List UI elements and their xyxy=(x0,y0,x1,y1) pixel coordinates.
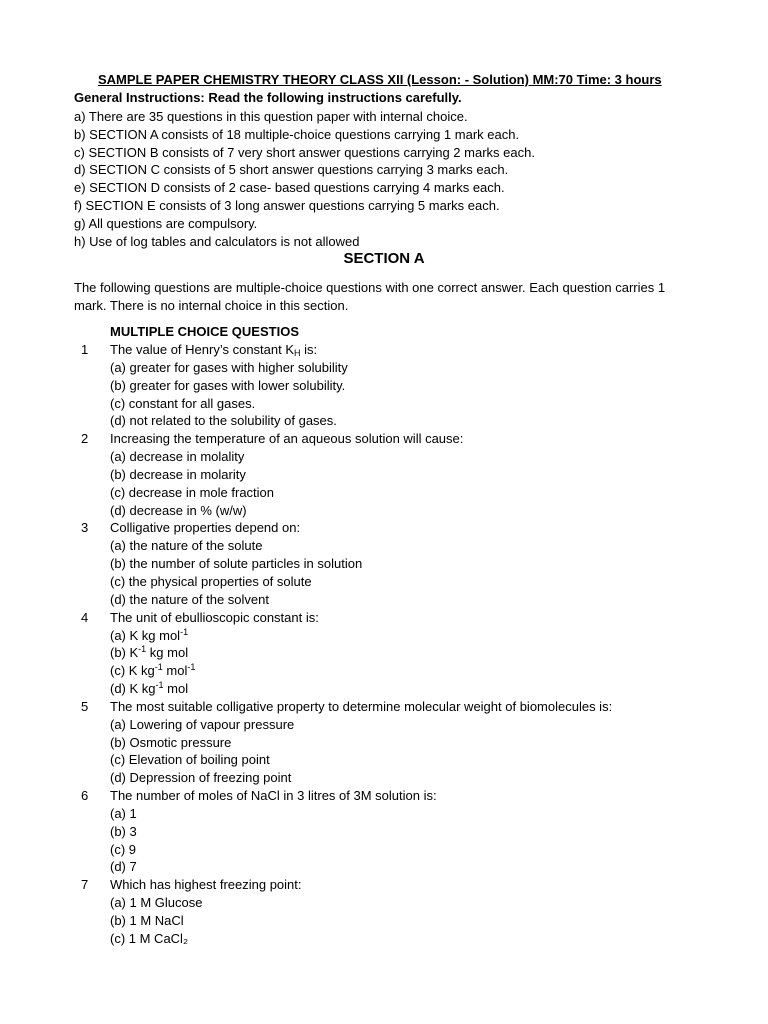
question-row xyxy=(0,341,768,359)
question-7 xyxy=(0,876,768,947)
text-segment: (b) 3 xyxy=(110,823,137,839)
question-number: 2 xyxy=(81,431,89,447)
text-segment: kg mol xyxy=(146,645,189,661)
answer-option xyxy=(110,823,137,841)
answer-option xyxy=(110,466,246,484)
instruction-item: d) SECTION C consists of 5 short answer questions carrying 3 marks each. xyxy=(74,162,509,178)
text-segment: (d) decrease in % (w/w) xyxy=(110,502,247,518)
text-segment: -1 xyxy=(154,662,163,673)
option-row xyxy=(0,769,768,787)
option-row xyxy=(0,573,768,591)
text-segment: (b) greater for gases with lower solubility. xyxy=(110,377,346,393)
question-4 xyxy=(0,609,768,698)
text-segment: (a) greater for gases with higher solubility xyxy=(110,359,348,375)
question-row xyxy=(0,698,768,716)
answer-option xyxy=(110,930,188,948)
answer-option xyxy=(110,858,137,876)
text-segment: (b) the number of solute particles in solution xyxy=(110,556,363,572)
paper-title: SAMPLE PAPER CHEMISTRY THEORY CLASS XII (Lesson: - Solution) MM:70 Time: 3 hours xyxy=(98,72,662,87)
answer-option xyxy=(110,751,270,769)
question-text xyxy=(110,430,463,448)
answer-option xyxy=(110,573,312,591)
instruction-item: f) SECTION E consists of 3 long answer questions carrying 5 marks each. xyxy=(74,197,500,213)
answer-option xyxy=(110,644,188,662)
text-segment: (b) Osmotic pressure xyxy=(110,734,232,750)
text-segment: (c) the physical properties of solute xyxy=(110,573,312,589)
answer-option xyxy=(110,555,362,573)
instruction-item: c) SECTION B consists of 7 very short answer questions carrying 2 marks each. xyxy=(74,144,535,160)
instruction-item: e) SECTION D consists of 2 case- based questions carrying 4 marks each. xyxy=(74,180,505,196)
option-row xyxy=(0,841,768,859)
question-row xyxy=(0,876,768,894)
question-text xyxy=(110,876,302,894)
text-segment: (a) 1 M Glucose xyxy=(110,895,203,911)
question-5 xyxy=(0,698,768,787)
text-segment: The unit of ebullioscopic constant is: xyxy=(110,609,319,625)
text-segment: mol xyxy=(162,663,188,679)
option-row xyxy=(0,858,768,876)
text-segment: mol xyxy=(163,681,189,697)
option-row xyxy=(0,734,768,752)
answer-option xyxy=(110,680,188,698)
option-row xyxy=(0,805,768,823)
general-instructions-heading: General Instructions: Read the following instructions carefully. xyxy=(74,90,462,105)
text-segment: H xyxy=(294,348,301,358)
text-segment: (d) 7 xyxy=(110,859,137,875)
question-number: 6 xyxy=(81,788,89,804)
text-segment: -1 xyxy=(187,662,196,673)
text-segment: (c) decrease in mole fraction xyxy=(110,484,275,500)
answer-option xyxy=(110,912,184,930)
mcq-heading: MULTIPLE CHOICE QUESTIOS xyxy=(110,324,299,339)
text-segment: -1 xyxy=(155,680,164,691)
option-row xyxy=(0,395,768,413)
section-intro: The following questions are multiple-choice questions with one correct answer. Each question carries 1 mark. There is no internal choice in this section. xyxy=(74,280,666,313)
text-segment: (c) 9 xyxy=(110,841,136,857)
text-segment: (b) K xyxy=(110,645,139,661)
question-row xyxy=(0,787,768,805)
text-segment: -1 xyxy=(180,626,189,637)
instructions-list xyxy=(74,108,535,250)
question-list xyxy=(0,341,768,948)
answer-option xyxy=(110,769,291,787)
question-text xyxy=(110,609,319,627)
question-2 xyxy=(0,430,768,519)
option-row xyxy=(0,412,768,430)
text-segment: (b) decrease in molarity xyxy=(110,466,246,482)
answer-option xyxy=(110,502,247,520)
answer-option xyxy=(110,484,274,502)
option-row xyxy=(0,930,768,948)
option-row xyxy=(0,644,768,662)
instruction-item: g) All questions are compulsory. xyxy=(74,215,258,231)
text-segment: (c) 1 M CaCl₂ xyxy=(110,930,188,946)
text-segment: The most suitable colligative property to determine molecular weight of biomolecules is: xyxy=(110,698,613,714)
option-row xyxy=(0,359,768,377)
text-segment: (c) Elevation of boiling point xyxy=(110,752,270,768)
question-6 xyxy=(0,787,768,876)
answer-option xyxy=(110,894,202,912)
question-text xyxy=(110,698,612,716)
text-segment: The value of Henry’s constant K xyxy=(110,342,295,357)
text-segment: -1 xyxy=(138,644,147,655)
answer-option xyxy=(110,359,348,377)
text-segment: (b) 1 M NaCl xyxy=(110,913,184,928)
question-1 xyxy=(0,341,768,430)
answer-option xyxy=(110,627,188,645)
answer-option xyxy=(110,734,231,752)
option-row xyxy=(0,823,768,841)
question-text xyxy=(110,519,300,537)
question-number: 5 xyxy=(81,698,89,714)
text-segment: (c) K kg xyxy=(110,663,155,679)
text-segment: (d) Depression of freezing point xyxy=(110,770,292,786)
text-segment: (a) the nature of the solute xyxy=(110,538,263,554)
question-number: 3 xyxy=(81,520,89,536)
question-number: 7 xyxy=(81,877,89,893)
text-segment: Colligative properties depend on: xyxy=(110,520,301,536)
text-segment: (a) Lowering of vapour pressure xyxy=(110,716,295,732)
option-row xyxy=(0,680,768,698)
text-segment: (d) not related to the solubility of gases. xyxy=(110,413,337,429)
text-segment: is: xyxy=(300,342,318,357)
question-row xyxy=(0,609,768,627)
answer-option xyxy=(110,448,244,466)
option-row xyxy=(0,377,768,395)
answer-option xyxy=(110,591,269,609)
option-row xyxy=(0,537,768,555)
answer-option xyxy=(110,537,262,555)
answer-option xyxy=(110,412,337,430)
question-number: 4 xyxy=(81,609,89,625)
option-row xyxy=(0,502,768,520)
text-segment: The number of moles of NaCl in 3 litres of 3M solution is: xyxy=(110,788,437,804)
question-3 xyxy=(0,519,768,608)
text-segment: Which has highest freezing point: xyxy=(110,877,302,893)
answer-option xyxy=(110,377,345,395)
question-text xyxy=(110,341,317,359)
section-heading: SECTION A xyxy=(343,250,425,267)
instruction-item: b) SECTION A consists of 18 multiple-choice questions carrying 1 mark each. xyxy=(74,126,520,142)
question-row xyxy=(0,430,768,448)
answer-option xyxy=(110,395,255,413)
option-row xyxy=(0,716,768,734)
text-segment: (c) constant for all gases. xyxy=(110,395,256,411)
option-row xyxy=(0,555,768,573)
option-row xyxy=(0,466,768,484)
answer-option xyxy=(110,805,137,823)
text-segment: (a) 1 xyxy=(110,805,137,821)
option-row xyxy=(0,448,768,466)
option-row xyxy=(0,627,768,645)
text-segment: Increasing the temperature of an aqueous solution will cause: xyxy=(110,431,464,447)
question-text xyxy=(110,787,437,805)
option-row xyxy=(0,894,768,912)
question-number: 1 xyxy=(81,342,89,357)
answer-option xyxy=(110,841,136,859)
question-row xyxy=(0,519,768,537)
text-segment: (a) K kg mol xyxy=(110,627,181,643)
answer-option xyxy=(110,662,195,680)
option-row xyxy=(0,484,768,502)
instruction-item: h) Use of log tables and calculators is not allowed xyxy=(74,233,360,249)
answer-option xyxy=(110,716,294,734)
option-row xyxy=(0,751,768,769)
option-row xyxy=(0,662,768,680)
text-segment: (d) the nature of the solvent xyxy=(110,591,269,607)
option-row xyxy=(0,912,768,930)
instruction-item: a) There are 35 questions in this question paper with internal choice. xyxy=(74,109,468,124)
text-segment: (d) K kg xyxy=(110,681,156,697)
option-row xyxy=(0,591,768,609)
text-segment: (a) decrease in molality xyxy=(110,449,245,465)
